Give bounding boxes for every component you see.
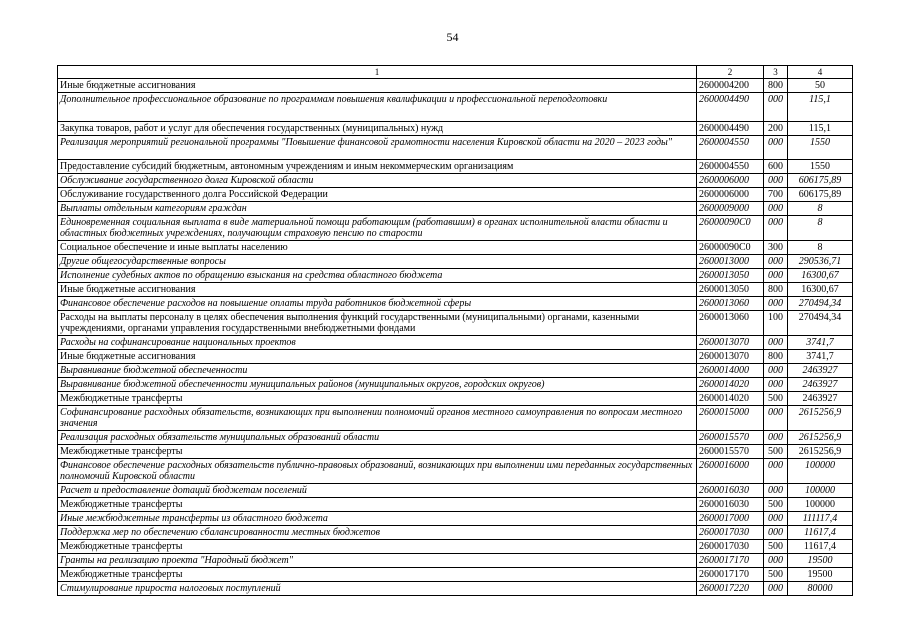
row-vr: 700 bbox=[764, 188, 788, 202]
row-amount: 11617,4 bbox=[788, 526, 853, 540]
row-amount: 270494,34 bbox=[788, 311, 853, 336]
row-vr: 500 bbox=[764, 498, 788, 512]
row-amount: 80000 bbox=[788, 582, 853, 596]
row-name: Закупка товаров, работ и услуг для обеспечения государственных (муниципальных) нужд bbox=[58, 122, 697, 136]
page-number: 54 bbox=[446, 30, 459, 44]
row-vr: 000 bbox=[764, 459, 788, 484]
row-code: 2600014020 bbox=[697, 392, 764, 406]
row-vr: 800 bbox=[764, 283, 788, 297]
row-vr: 100 bbox=[764, 311, 788, 336]
row-code: 2600013000 bbox=[697, 255, 764, 269]
table-row bbox=[58, 484, 853, 498]
row-code: 26000090С0 bbox=[697, 241, 764, 255]
row-amount: 270494,34 bbox=[788, 297, 853, 311]
row-code: 2600004490 bbox=[697, 93, 764, 122]
row-name: Обслуживание государственного долга Российской Федерации bbox=[58, 188, 697, 202]
row-amount: 2463927 bbox=[788, 392, 853, 406]
row-vr: 000 bbox=[764, 136, 788, 160]
row-amount: 19500 bbox=[788, 568, 853, 582]
row-amount: 606175,89 bbox=[788, 188, 853, 202]
row-vr: 000 bbox=[764, 512, 788, 526]
row-code: 2600013060 bbox=[697, 297, 764, 311]
row-code: 2600006000 bbox=[697, 188, 764, 202]
row-name: Софинансирование расходных обязательств, возникающих при выполнении полномочий органов местного самоуправления по вопросам местного значения bbox=[58, 406, 697, 431]
row-vr: 500 bbox=[764, 392, 788, 406]
row-amount: 290536,71 bbox=[788, 255, 853, 269]
table-row bbox=[58, 160, 853, 174]
row-code: 26000090С0 bbox=[697, 216, 764, 241]
row-code: 2600009000 bbox=[697, 202, 764, 216]
table-row bbox=[58, 122, 853, 136]
row-code: 2600017030 bbox=[697, 540, 764, 554]
row-name: Расчет и предоставление дотаций бюджетам поселений bbox=[58, 484, 697, 498]
table-row bbox=[58, 311, 853, 336]
row-code: 2600004490 bbox=[697, 122, 764, 136]
row-code: 2600013060 bbox=[697, 311, 764, 336]
row-code: 2600017170 bbox=[697, 568, 764, 582]
row-name: Финансовое обеспечение расходных обязательств публично-правовых образований, возникающих при выполнении ими переданных государственных полномочий Кировской области bbox=[58, 459, 697, 484]
row-name: Реализация мероприятий региональной программы "Повышение финансовой грамотности населения Кировской области на 2020 – 2023 годы" bbox=[58, 136, 697, 160]
header-col-3: 3 bbox=[764, 66, 788, 79]
row-code: 2600017170 bbox=[697, 554, 764, 568]
row-name: Поддержка мер по обеспечению сбалансированности местных бюджетов bbox=[58, 526, 697, 540]
row-amount: 2615256,9 bbox=[788, 406, 853, 431]
table-row bbox=[58, 392, 853, 406]
row-name: Иные бюджетные ассигнования bbox=[58, 79, 697, 93]
row-code: 2600015570 bbox=[697, 445, 764, 459]
row-amount: 2615256,9 bbox=[788, 431, 853, 445]
row-vr: 000 bbox=[764, 202, 788, 216]
row-vr: 000 bbox=[764, 431, 788, 445]
row-name: Межбюджетные трансферты bbox=[58, 540, 697, 554]
row-name: Межбюджетные трансферты bbox=[58, 445, 697, 459]
table-row bbox=[58, 350, 853, 364]
row-vr: 000 bbox=[764, 582, 788, 596]
table-row bbox=[58, 283, 853, 297]
row-code: 2600004550 bbox=[697, 160, 764, 174]
row-code: 2600017030 bbox=[697, 526, 764, 540]
row-name: Межбюджетные трансферты bbox=[58, 392, 697, 406]
table-row bbox=[58, 378, 853, 392]
row-amount: 3741,7 bbox=[788, 350, 853, 364]
table-row bbox=[58, 136, 853, 160]
row-name: Расходы на выплаты персоналу в целях обеспечения выполнения функций государственными (муниципальными) органами, казенными учреждениями, органами управления государственными внебюджетными фондами bbox=[58, 311, 697, 336]
row-code: 2600017220 bbox=[697, 582, 764, 596]
row-vr: 000 bbox=[764, 255, 788, 269]
row-amount: 1550 bbox=[788, 136, 853, 160]
table-row bbox=[58, 269, 853, 283]
row-amount: 19500 bbox=[788, 554, 853, 568]
table-row bbox=[58, 241, 853, 255]
row-amount: 606175,89 bbox=[788, 174, 853, 188]
table-row bbox=[58, 406, 853, 431]
row-amount: 2463927 bbox=[788, 364, 853, 378]
header-col-2: 2 bbox=[697, 66, 764, 79]
row-code: 2600004200 bbox=[697, 79, 764, 93]
row-amount: 100000 bbox=[788, 498, 853, 512]
header-col-1: 1 bbox=[58, 66, 697, 79]
row-amount: 50 bbox=[788, 79, 853, 93]
row-name: Иные бюджетные ассигнования bbox=[58, 350, 697, 364]
row-vr: 300 bbox=[764, 241, 788, 255]
row-name: Предоставление субсидий бюджетным, автономным учреждениям и иным некоммерческим организациям bbox=[58, 160, 697, 174]
table-row bbox=[58, 582, 853, 596]
table-row bbox=[58, 188, 853, 202]
row-code: 2600015570 bbox=[697, 431, 764, 445]
row-vr: 000 bbox=[764, 378, 788, 392]
table-row bbox=[58, 554, 853, 568]
row-name: Единовременная социальная выплата в виде материальной помощи работающим (работавшим) в органах исполнительной власти области и областных бюджетных учреждениях, получающим страховую пенсию по старости bbox=[58, 216, 697, 241]
row-vr: 000 bbox=[764, 526, 788, 540]
row-name: Расходы на софинансирование национальных проектов bbox=[58, 336, 697, 350]
row-code: 2600014000 bbox=[697, 364, 764, 378]
table-row bbox=[58, 174, 853, 188]
row-amount: 2615256,9 bbox=[788, 445, 853, 459]
table-row bbox=[58, 498, 853, 512]
row-code: 2600013070 bbox=[697, 336, 764, 350]
row-vr: 600 bbox=[764, 160, 788, 174]
row-code: 2600013050 bbox=[697, 269, 764, 283]
row-amount: 16300,67 bbox=[788, 269, 853, 283]
row-amount: 100000 bbox=[788, 484, 853, 498]
row-vr: 000 bbox=[764, 554, 788, 568]
row-amount: 115,1 bbox=[788, 122, 853, 136]
table-row bbox=[58, 255, 853, 269]
row-name: Гранты на реализацию проекта "Народный бюджет" bbox=[58, 554, 697, 568]
table-row bbox=[58, 364, 853, 378]
table-row bbox=[58, 79, 853, 93]
row-amount: 8 bbox=[788, 241, 853, 255]
row-name: Дополнительное профессиональное образование по программам повышения квалификации и профессиональной переподготовки bbox=[58, 93, 697, 122]
row-code: 2600016000 bbox=[697, 459, 764, 484]
row-code: 2600013050 bbox=[697, 283, 764, 297]
row-vr: 000 bbox=[764, 364, 788, 378]
row-code: 2600016030 bbox=[697, 484, 764, 498]
row-amount: 8 bbox=[788, 216, 853, 241]
row-amount: 111117,4 bbox=[788, 512, 853, 526]
row-vr: 000 bbox=[764, 297, 788, 311]
row-name: Выравнивание бюджетной обеспеченности bbox=[58, 364, 697, 378]
table-row bbox=[58, 568, 853, 582]
row-amount: 11617,4 bbox=[788, 540, 853, 554]
row-name: Иные бюджетные ассигнования bbox=[58, 283, 697, 297]
row-vr: 000 bbox=[764, 174, 788, 188]
table-row bbox=[58, 336, 853, 350]
table-row bbox=[58, 459, 853, 484]
row-vr: 800 bbox=[764, 79, 788, 93]
table-row bbox=[58, 93, 853, 122]
row-name: Межбюджетные трансферты bbox=[58, 568, 697, 582]
row-amount: 16300,67 bbox=[788, 283, 853, 297]
row-code: 2600015000 bbox=[697, 406, 764, 431]
table-row bbox=[58, 202, 853, 216]
row-name: Межбюджетные трансферты bbox=[58, 498, 697, 512]
row-code: 2600004550 bbox=[697, 136, 764, 160]
table-row bbox=[58, 512, 853, 526]
row-name: Исполнение судебных актов по обращению взыскания на средства областного бюджета bbox=[58, 269, 697, 283]
row-name: Обслуживание государственного долга Кировской области bbox=[58, 174, 697, 188]
row-code: 2600016030 bbox=[697, 498, 764, 512]
row-vr: 000 bbox=[764, 406, 788, 431]
table-row bbox=[58, 445, 853, 459]
row-code: 2600017000 bbox=[697, 512, 764, 526]
budget-table bbox=[57, 65, 853, 596]
row-amount: 1550 bbox=[788, 160, 853, 174]
row-name: Финансовое обеспечение расходов на повышение оплаты труда работников бюджетной сферы bbox=[58, 297, 697, 311]
row-amount: 8 bbox=[788, 202, 853, 216]
header-col-4: 4 bbox=[788, 66, 853, 79]
row-vr: 500 bbox=[764, 568, 788, 582]
row-amount: 115,1 bbox=[788, 93, 853, 122]
row-vr: 000 bbox=[764, 484, 788, 498]
row-vr: 000 bbox=[764, 216, 788, 241]
row-vr: 800 bbox=[764, 350, 788, 364]
row-vr: 500 bbox=[764, 445, 788, 459]
row-code: 2600006000 bbox=[697, 174, 764, 188]
row-amount: 3741,7 bbox=[788, 336, 853, 350]
table-row bbox=[58, 216, 853, 241]
table-row bbox=[58, 540, 853, 554]
row-name: Выплаты отдельным категориям граждан bbox=[58, 202, 697, 216]
row-amount: 100000 bbox=[788, 459, 853, 484]
row-name: Реализация расходных обязательств муниципальных образований области bbox=[58, 431, 697, 445]
table-row bbox=[58, 297, 853, 311]
row-vr: 000 bbox=[764, 93, 788, 122]
table-header-row bbox=[58, 66, 853, 79]
row-vr: 500 bbox=[764, 540, 788, 554]
row-code: 2600014020 bbox=[697, 378, 764, 392]
row-name: Другие общегосударственные вопросы bbox=[58, 255, 697, 269]
table-row bbox=[58, 526, 853, 540]
row-name: Стимулирование прироста налоговых поступлений bbox=[58, 582, 697, 596]
row-amount: 2463927 bbox=[788, 378, 853, 392]
row-vr: 000 bbox=[764, 336, 788, 350]
table-row bbox=[58, 431, 853, 445]
row-vr: 200 bbox=[764, 122, 788, 136]
row-name: Выравнивание бюджетной обеспеченности муниципальных районов (муниципальных округов, городских округов) bbox=[58, 378, 697, 392]
row-name: Социальное обеспечение и иные выплаты населению bbox=[58, 241, 697, 255]
row-name: Иные межбюджетные трансферты из областного бюджета bbox=[58, 512, 697, 526]
row-vr: 000 bbox=[764, 269, 788, 283]
row-code: 2600013070 bbox=[697, 350, 764, 364]
